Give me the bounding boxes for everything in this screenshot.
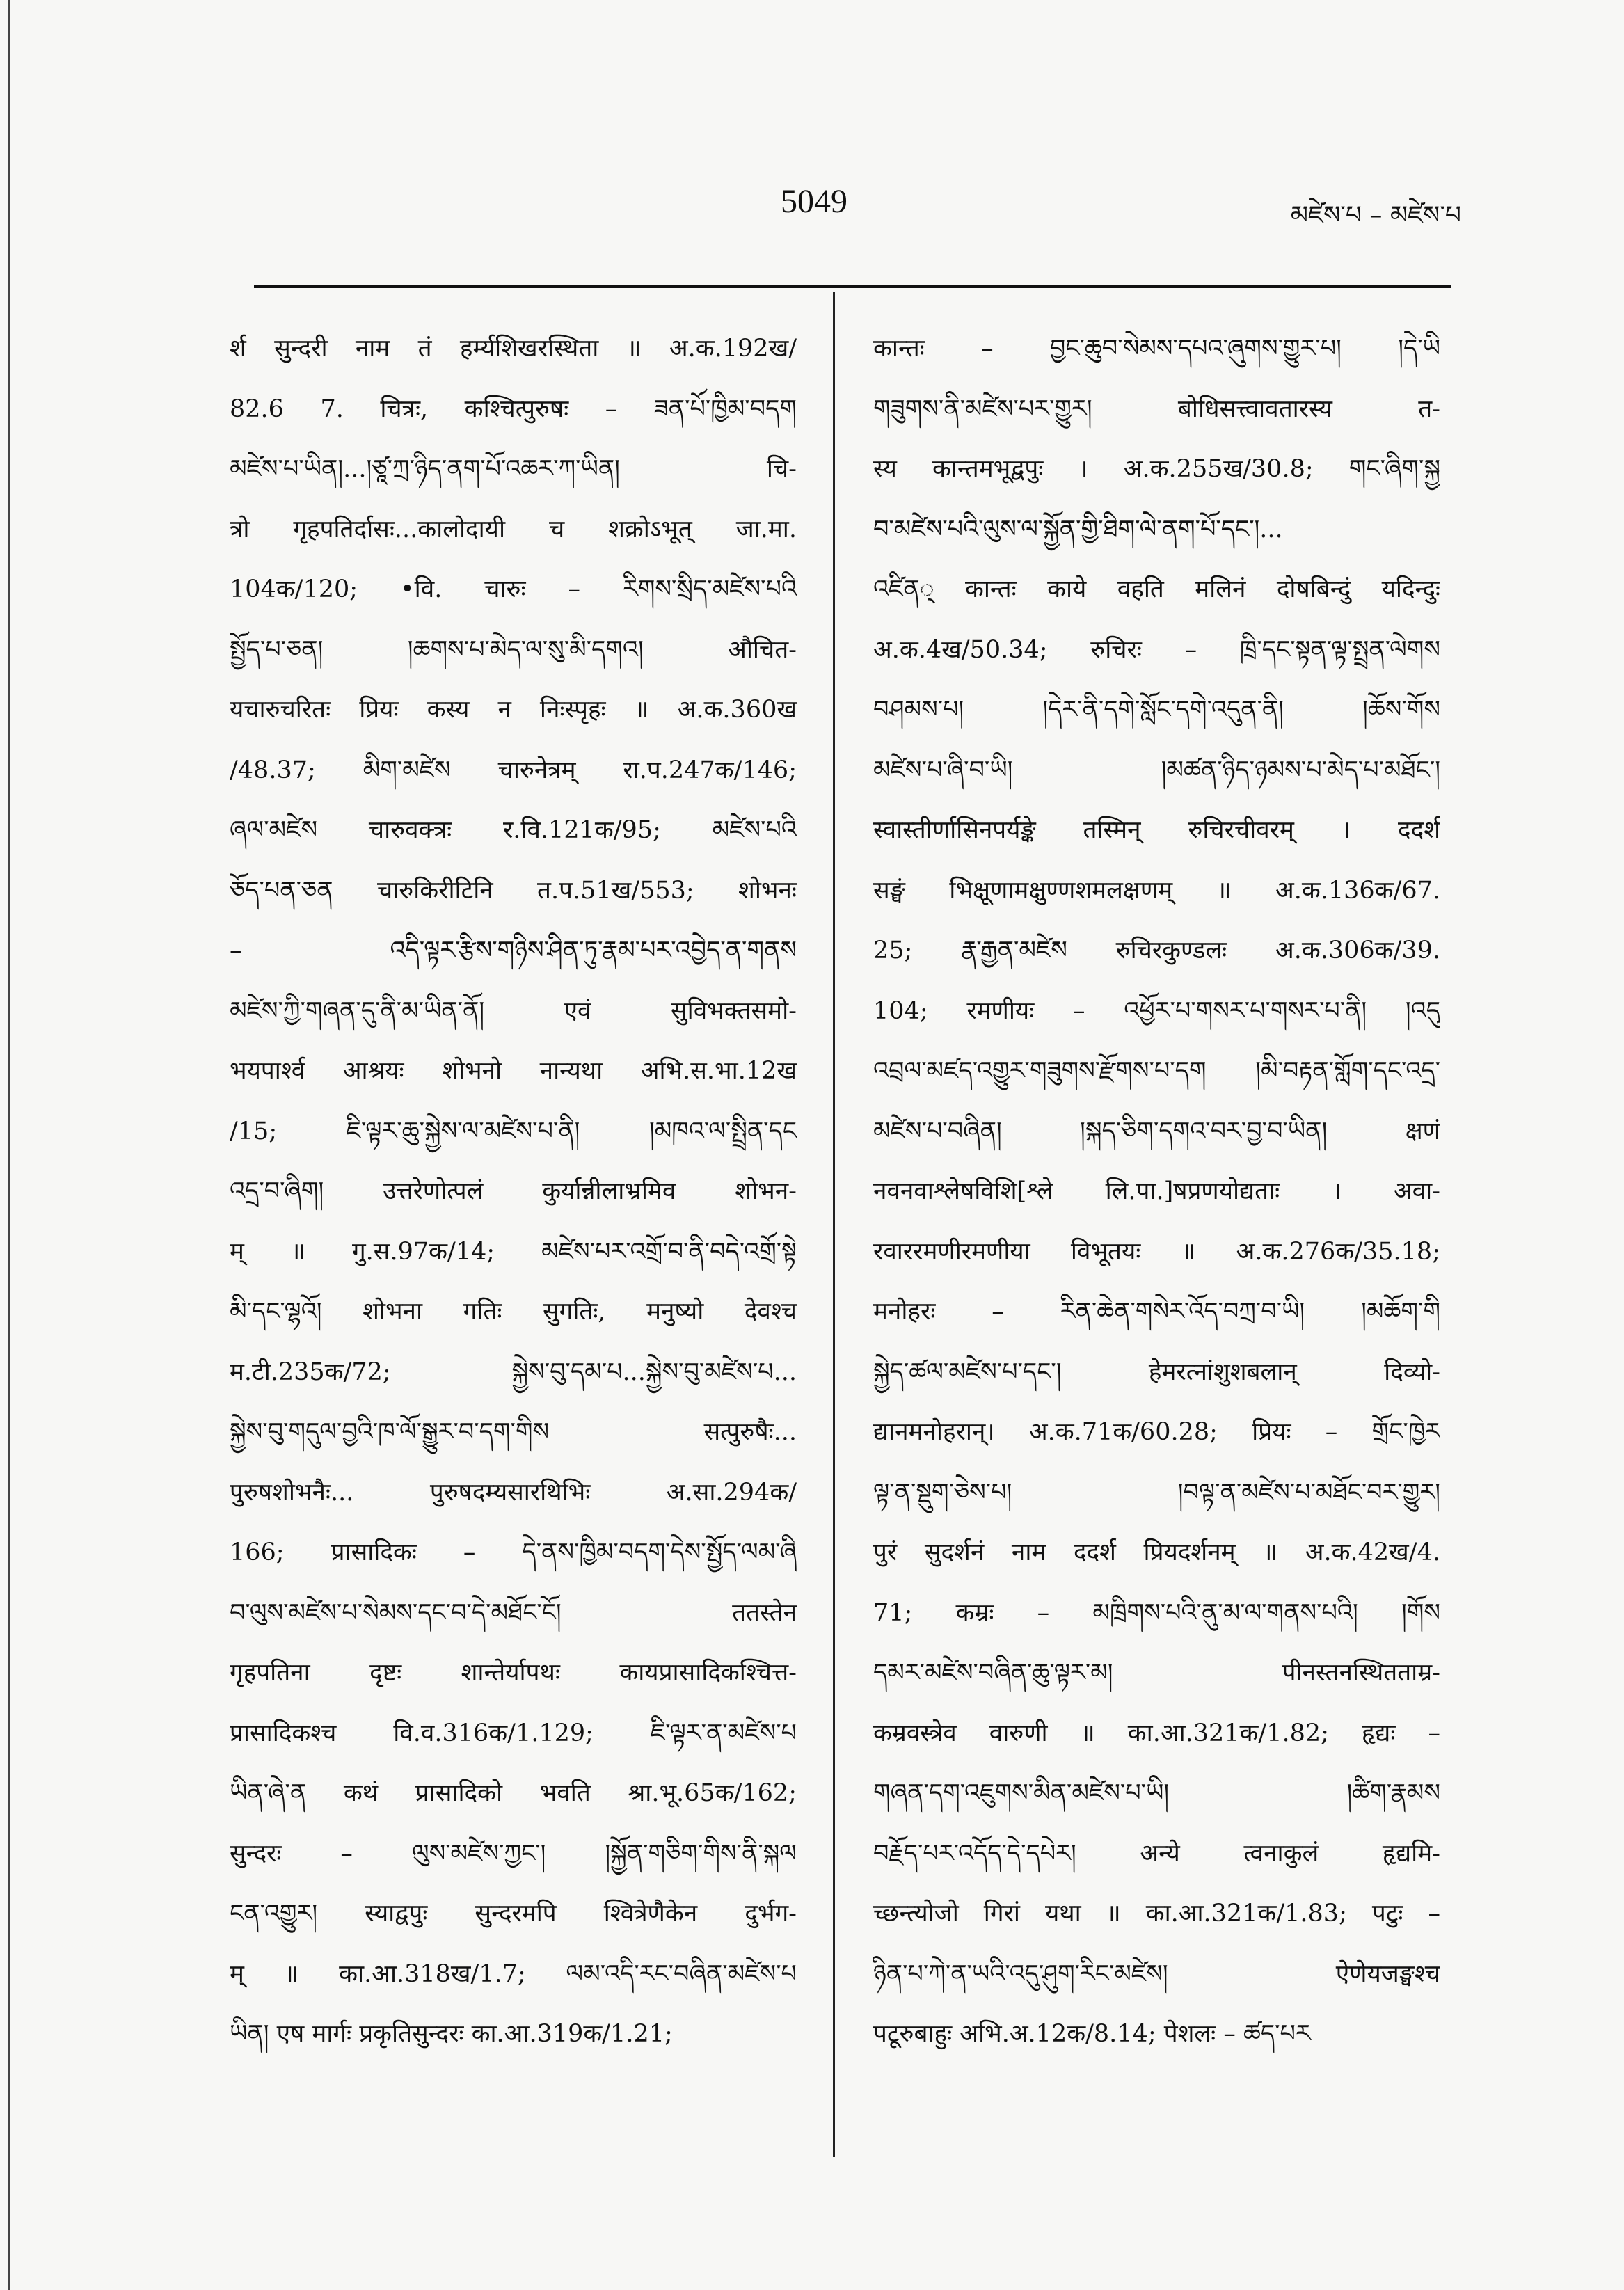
text-line: ངན་འགྱུར། स्याद्वपुः सुन्दरमपि श्वित्रेणैकेन दुर्भग- bbox=[230, 1900, 797, 1927]
text-line: पुरं सुदर्शनं नाम ददर्श प्रियदर्शनम् ॥ अ.क.42ख/4. bbox=[873, 1538, 1440, 1566]
text-line: 104; रमणीयः – འཕྱོར་པ་གསར་པ་གསར་པ་ནི། །འདུ bbox=[873, 996, 1440, 1025]
text-line: 71; कम्रः – མཁྲིགས་པའི་ནུ་མ་ལ་གནས་པའི། །གོས bbox=[873, 1598, 1440, 1627]
text-line: /15; ཇི་ལྟར་ཆུ་སྐྱེས་ལ་མཛེས་པ་ནི། །མཁའ་ལ་སྤྲིན་དང bbox=[230, 1117, 797, 1145]
text-line: བཤམས་པ། །དེར་ནི་དགེ་སློང་དགེ་འདུན་ནི། །ཆོས་གོས bbox=[873, 696, 1440, 724]
text-line: འཛིན् कान्तः काये वहति मलिनं दोषबिन्दुं यदिन्दुः bbox=[873, 575, 1440, 603]
text-line: यचारुचरितः प्रियः कस्य न निःस्पृहः ॥ अ.क.360ख bbox=[230, 696, 797, 724]
text-line: མཛེས་ཀྱི་གཞན་དུ་ནི་མ་ཡིན་ནོ། एवं सुविभक्तसमो- bbox=[230, 996, 797, 1025]
text-line: འབྲལ་མཛད་འགྱུར་གཟུགས་རྫོགས་པ་དག །མི་བརྟན་གློག་དང་འདྲ་ bbox=[873, 1057, 1440, 1085]
text-line: च्छन्त्योजो गिरां यथा ॥ का.आ.321क/1.83; पटुः – bbox=[873, 1900, 1440, 1927]
text-line: – འདི་ལྟར་རྩིས་གཉིས་ཤིན་ཏུ་རྣམ་པར་འབྱེད་ན་གནས bbox=[230, 937, 797, 964]
text-line: सङ्घं भिक्षूणामक्षुण्णशमलक्षणम् ॥ अ.क.136क/67. bbox=[873, 876, 1440, 905]
text-line: म.टी.235क/72; སྐྱེས་བུ་དམ་པ...སྐྱེས་བུ་མཛེས་པ... bbox=[230, 1358, 797, 1386]
text-line: नवनवाश्लेषविशि[श्ले लि.पा.]षप्रणयोद्यताः । अवा- bbox=[873, 1177, 1440, 1205]
text-line: སྐྱེད་ཚལ་མཛེས་པ་དང་། हेमरत्नांशुशबलान् दिव्यो- bbox=[873, 1358, 1440, 1386]
text-line: ཅོད་པན་ཅན चारुकिरीटिनि त.प.51ख/553; शोभनः bbox=[230, 876, 797, 905]
text-line: मनोहरः – རིན་ཆེན་གསེར་འོད་བཀྲ་བ་ཡི། །མཆོག་གི bbox=[873, 1298, 1440, 1326]
text-line: མཛེས་པ་ཞི་བ་ཡི། །མཚན་ཉིད་ཉམས་པ་མེད་པ་མཐོང་། bbox=[873, 756, 1440, 784]
text-line: མཛེས་པ་བཞིན། །སྐད་ཅིག་དགའ་བར་བྱ་བ་ཡིན། क्षणं bbox=[873, 1117, 1440, 1145]
text-line: अ.क.4ख/50.34; रुचिरः – ཁྲི་དང་སྟན་ལྟ་སྤྲན་ལེགས bbox=[873, 635, 1440, 664]
text-line: སྐྱེས་བུ་གདུལ་བྱའི་ཁ་ལོ་སྒྱུར་བ་དག་གིས सत्पुरुषैः... bbox=[230, 1418, 797, 1446]
text-line: 82.6 7. चित्रः, कश्चित्पुरुषः – ཟན་པོ་ཁྱིམ་བདག bbox=[230, 395, 797, 423]
right-column bbox=[873, 319, 1440, 2065]
text-line: पुरुषशोभनैः... पुरुषदम्यसारथिभिः अ.सा.294क/ bbox=[230, 1478, 797, 1506]
text-line: पटूरुबाहुः अभि.अ.12क/8.14; पेशलः – ཚད་པར bbox=[873, 2020, 1311, 2048]
text-line: भयपार्श्व आश्रयः शोभनो नान्यथा अभि.स.भा.12ख bbox=[230, 1057, 797, 1085]
margin-line bbox=[8, 0, 10, 2290]
page-number: 5049 bbox=[781, 183, 847, 220]
text-line: འདྲ་བ་ཞིག། उत्तरेणोत्पलं कुर्यान्नीलाभ्रमिव शोभन- bbox=[230, 1177, 797, 1205]
text-line: གཟུགས་ནི་མཛེས་པར་གྱུར། बोधिसत्त्वावतारस्य त- bbox=[873, 395, 1440, 423]
text-line: ཡིན། एष मार्गः प्रकृतिसुन्दरः का.आ.319क/1.21; bbox=[230, 2020, 673, 2048]
text-line: कम्रवस्त्रेव वारुणी ॥ का.आ.321क/1.82; हृद्यः – bbox=[873, 1719, 1440, 1747]
text-line: /48.37; མིག་མཛེས चारुनेत्रम् रा.प.247क/146; bbox=[230, 756, 797, 784]
text-line: गृहपतिना दृष्टः शान्तेर्यापथः कायप्रासादिकश्चित्त- bbox=[230, 1659, 797, 1687]
text-line: स्वास्तीर्णासिनपर्यङ्के तस्मिन् रुचिरचीवरम् । ददर्श bbox=[873, 816, 1440, 844]
text-line: བ་མཛེས་པའི་ལུས་ལ་སྐྱོན་གྱི་ཐིག་ལེ་ནག་པོ་དང་།... bbox=[873, 515, 1283, 543]
text-line: कान्तः – བྱང་ཆུབ་སེམས་དཔའ་ཞུགས་གྱུར་པ། །དེ་ཡི bbox=[873, 335, 1440, 363]
text-line: གཞན་དག་འཇུགས་མིན་མཛེས་པ་ཡི། །ཚིག་རྣམས bbox=[873, 1779, 1440, 1807]
left-column bbox=[230, 319, 797, 2065]
text-line: བརྗོད་པར་འདོད་དེ་དཔེར། अन्ये त्वनाकुलं हृद्यमि- bbox=[873, 1839, 1440, 1868]
text-line: प्रासादिकश्च वि.व.316क/1.129; ཇི་ལྟར་ན་མཛེས་པ bbox=[230, 1719, 797, 1747]
running-head: མཛེས་པ – མཛེས་པ bbox=[1290, 201, 1461, 230]
column-divider bbox=[833, 292, 835, 2157]
text-line: सुन्दरः – ལུས་མཛེས་ཀྱང་། །སྐྱོན་གཅིག་གིས་ནི་སྐལ bbox=[230, 1839, 797, 1868]
text-line: द्यानमनोहरान्। अ.क.71क/60.28; प्रियः – གྲོང་ཁྱེར bbox=[873, 1418, 1440, 1446]
text-line: དམར་མཛེས་བཞིན་ཆུ་ལྟར་མ། पीनस्तनस्थितताम्र- bbox=[873, 1659, 1440, 1687]
text-line: र्श सुन्दरी नाम तं हर्म्यशिखरस्थिता ॥ अ.क.192ख/ bbox=[230, 335, 797, 363]
text-line: ཞལ་མཛེས चारुवक्त्रः र.वि.121क/95; མཛེས་པའི bbox=[230, 816, 797, 844]
text-line: ཉིན་པ་ཀེ་ན་ཡའི་འདུ་ཤུག་རིང་མཛེས། ऐणेयजङ्घश्च bbox=[873, 1959, 1440, 1988]
text-line: ལྟ་ན་སྡུག་ཅེས་པ། །བལྟ་ན་མཛེས་པ་མཐོང་བར་གྱུར། bbox=[873, 1478, 1440, 1506]
text-line: བ་ལུས་མཛེས་པ་སེམས་དང་བ་དེ་མཐོང་ངོ། ततस्तेन bbox=[230, 1598, 797, 1627]
text-line: ཡིན་ཞེ་ན कथं प्रासादिको भवति श्रा.भू.65क/162; bbox=[230, 1779, 797, 1807]
text-line: त्रो गृहपतिर्दासः...कालोदायी च शक्रोऽभूत् जा.मा. bbox=[230, 515, 797, 543]
text-line: མི་དང་ལྷའོ། शोभना गतिः सुगतिः, मनुष्यो देवश्च bbox=[230, 1298, 797, 1326]
text-line: म् ॥ का.आ.318ख/1.7; ལམ་འདི་རང་བཞིན་མཛེས་པ bbox=[230, 1959, 797, 1988]
header-rule bbox=[254, 285, 1451, 288]
text-line: रवाररमणीरमणीया विभूतयः ॥ अ.क.276क/35.18; bbox=[873, 1237, 1440, 1266]
text-line: 25; རྣ་རྒྱན་མཛེས रुचिरकुण्डलः अ.क.306क/39. bbox=[873, 937, 1440, 964]
text-line: 104क/120; •वि. चारुः – རིགས་སྲིད་མཛེས་པའི bbox=[230, 575, 797, 603]
text-line: མཛེས་པ་ཡིན།...།ཙཱ་ཀྲ་ཉིད་ནག་པོ་འཆར་ཀ་ཡིན། चि- bbox=[230, 455, 797, 483]
text-line: म् ॥ गु.स.97क/14; མཛེས་པར་འགྲོ་བ་ནི་བདེ་འགྲོ་སྟེ bbox=[230, 1237, 797, 1266]
text-line: 166; प्रासादिकः – དེ་ནས་ཁྱིམ་བདག་དེས་སྤྱོད་ལམ་ཞི bbox=[230, 1538, 797, 1566]
text-line: स्य कान्तमभूद्वपुः । अ.क.255ख/30.8; གང་ཞིག་སྐྱ bbox=[873, 455, 1440, 483]
text-line: སྤྱོད་པ་ཅན། །ཆགས་པ་མེད་ལ་སུ་མི་དགའ། औचित- bbox=[230, 635, 797, 664]
